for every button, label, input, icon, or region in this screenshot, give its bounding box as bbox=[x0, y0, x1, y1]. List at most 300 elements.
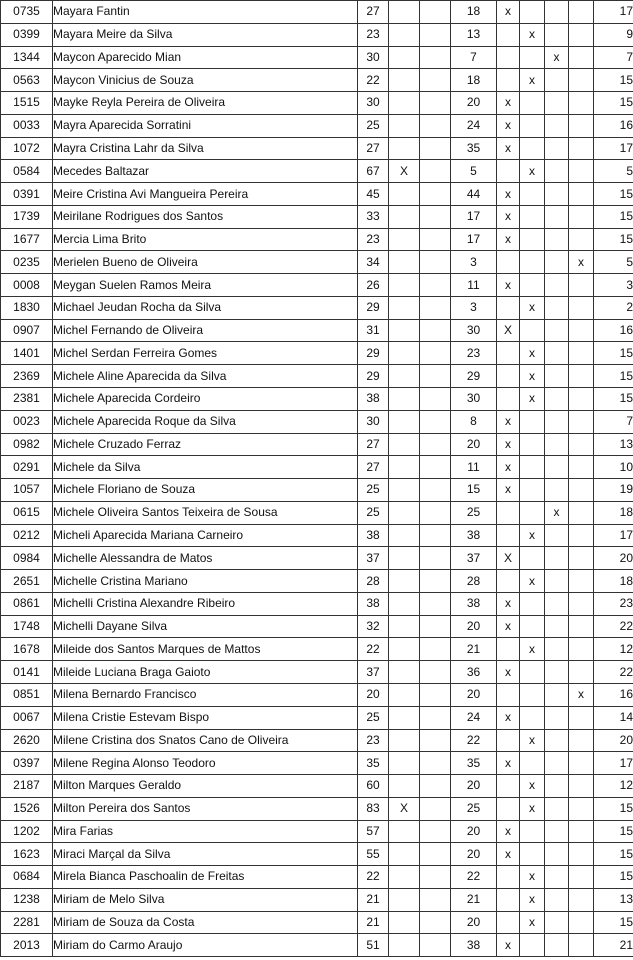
code-cell: 0907 bbox=[1, 319, 53, 342]
code-cell: 1344 bbox=[1, 46, 53, 69]
age-cell: 60 bbox=[358, 775, 389, 798]
mark-cell-a bbox=[389, 114, 420, 137]
check-cell-1 bbox=[497, 683, 520, 706]
table-row bbox=[1, 388, 633, 411]
mark-cell-b bbox=[420, 365, 451, 388]
name-cell: Milena Bernardo Francisco bbox=[53, 683, 358, 706]
check-cell-2 bbox=[520, 1, 545, 24]
check-cell-1: x bbox=[497, 433, 520, 456]
number-cell: 35 bbox=[451, 752, 497, 775]
mark-cell-b bbox=[420, 1, 451, 24]
name-cell: Mira Farias bbox=[53, 820, 358, 843]
table-row bbox=[1, 524, 633, 547]
check-cell-4 bbox=[569, 365, 594, 388]
check-cell-4 bbox=[569, 592, 594, 615]
name-cell: Mayra Aparecida Sorratini bbox=[53, 114, 358, 137]
check-cell-3 bbox=[545, 274, 569, 297]
check-cell-1: x bbox=[497, 661, 520, 684]
check-cell-2: x bbox=[520, 23, 545, 46]
total-cell: 7 bbox=[594, 410, 633, 433]
number-cell: 25 bbox=[451, 501, 497, 524]
check-cell-3 bbox=[545, 570, 569, 593]
code-cell: 1515 bbox=[1, 92, 53, 115]
number-cell: 44 bbox=[451, 183, 497, 206]
check-cell-1 bbox=[497, 296, 520, 319]
mark-cell-a bbox=[389, 729, 420, 752]
table-row bbox=[1, 274, 633, 297]
name-cell: Michelle Alessandra de Matos bbox=[53, 547, 358, 570]
check-cell-1 bbox=[497, 729, 520, 752]
age-cell: 34 bbox=[358, 251, 389, 274]
total-cell: 5 bbox=[594, 160, 633, 183]
table-row bbox=[1, 92, 633, 115]
check-cell-3 bbox=[545, 888, 569, 911]
check-cell-1: x bbox=[497, 114, 520, 137]
code-cell: 1678 bbox=[1, 638, 53, 661]
check-cell-2: x bbox=[520, 388, 545, 411]
age-cell: 29 bbox=[358, 365, 389, 388]
total-cell: 15 bbox=[594, 228, 633, 251]
check-cell-4: x bbox=[569, 683, 594, 706]
name-cell: Michele Aparecida Roque da Silva bbox=[53, 410, 358, 433]
mark-cell-a bbox=[389, 319, 420, 342]
number-cell: 21 bbox=[451, 638, 497, 661]
mark-cell-b bbox=[420, 661, 451, 684]
check-cell-1 bbox=[497, 46, 520, 69]
check-cell-2 bbox=[520, 46, 545, 69]
name-cell: Meire Cristina Avi Mangueira Pereira bbox=[53, 183, 358, 206]
number-cell: 24 bbox=[451, 706, 497, 729]
name-cell: Milton Pereira dos Santos bbox=[53, 797, 358, 820]
name-cell: Michele Aline Aparecida da Silva bbox=[53, 365, 358, 388]
check-cell-3 bbox=[545, 456, 569, 479]
number-cell: 20 bbox=[451, 843, 497, 866]
mark-cell-a bbox=[389, 46, 420, 69]
check-cell-3 bbox=[545, 638, 569, 661]
total-cell: 16 bbox=[594, 683, 633, 706]
mark-cell-a bbox=[389, 888, 420, 911]
age-cell: 27 bbox=[358, 433, 389, 456]
table-row bbox=[1, 638, 633, 661]
number-cell: 23 bbox=[451, 342, 497, 365]
check-cell-4 bbox=[569, 661, 594, 684]
name-cell: Michael Jeudan Rocha da Silva bbox=[53, 296, 358, 319]
mark-cell-a bbox=[389, 752, 420, 775]
name-cell: Mileide Luciana Braga Gaioto bbox=[53, 661, 358, 684]
mark-cell-a bbox=[389, 69, 420, 92]
check-cell-4 bbox=[569, 388, 594, 411]
name-cell: Mayara Fantin bbox=[53, 1, 358, 24]
check-cell-1: x bbox=[497, 934, 520, 957]
name-cell: Micheli Aparecida Mariana Carneiro bbox=[53, 524, 358, 547]
code-cell: 2013 bbox=[1, 934, 53, 957]
code-cell: 0984 bbox=[1, 547, 53, 570]
total-cell: 20 bbox=[594, 547, 633, 570]
number-cell: 11 bbox=[451, 274, 497, 297]
check-cell-1: x bbox=[497, 706, 520, 729]
age-cell: 25 bbox=[358, 479, 389, 502]
mark-cell-b bbox=[420, 592, 451, 615]
mark-cell-a bbox=[389, 205, 420, 228]
check-cell-2 bbox=[520, 183, 545, 206]
number-cell: 20 bbox=[451, 433, 497, 456]
check-cell-2 bbox=[520, 456, 545, 479]
age-cell: 20 bbox=[358, 683, 389, 706]
mark-cell-a bbox=[389, 274, 420, 297]
check-cell-3 bbox=[545, 183, 569, 206]
check-cell-4 bbox=[569, 433, 594, 456]
code-cell: 1623 bbox=[1, 843, 53, 866]
mark-cell-a: X bbox=[389, 160, 420, 183]
number-cell: 28 bbox=[451, 570, 497, 593]
mark-cell-a bbox=[389, 547, 420, 570]
check-cell-4 bbox=[569, 46, 594, 69]
age-cell: 51 bbox=[358, 934, 389, 957]
name-cell: Michele Floriano de Souza bbox=[53, 479, 358, 502]
check-cell-2: x bbox=[520, 365, 545, 388]
mark-cell-a bbox=[389, 342, 420, 365]
age-cell: 30 bbox=[358, 410, 389, 433]
mark-cell-a bbox=[389, 911, 420, 934]
table-row bbox=[1, 547, 633, 570]
table-row bbox=[1, 410, 633, 433]
check-cell-2: x bbox=[520, 570, 545, 593]
check-cell-2: x bbox=[520, 866, 545, 889]
check-cell-3 bbox=[545, 843, 569, 866]
table-row bbox=[1, 683, 633, 706]
total-cell: 14 bbox=[594, 706, 633, 729]
check-cell-4 bbox=[569, 615, 594, 638]
mark-cell-a bbox=[389, 137, 420, 160]
check-cell-3 bbox=[545, 592, 569, 615]
age-cell: 37 bbox=[358, 547, 389, 570]
check-cell-4 bbox=[569, 501, 594, 524]
check-cell-1: x bbox=[497, 410, 520, 433]
check-cell-2 bbox=[520, 319, 545, 342]
mark-cell-b bbox=[420, 820, 451, 843]
code-cell: 0008 bbox=[1, 274, 53, 297]
total-cell: 18 bbox=[594, 501, 633, 524]
age-cell: 23 bbox=[358, 729, 389, 752]
check-cell-1 bbox=[497, 365, 520, 388]
check-cell-2 bbox=[520, 92, 545, 115]
total-cell: 17 bbox=[594, 137, 633, 160]
check-cell-3 bbox=[545, 797, 569, 820]
check-cell-4 bbox=[569, 114, 594, 137]
total-cell: 22 bbox=[594, 661, 633, 684]
mark-cell-b bbox=[420, 501, 451, 524]
number-cell: 18 bbox=[451, 69, 497, 92]
check-cell-3 bbox=[545, 706, 569, 729]
total-cell: 17 bbox=[594, 752, 633, 775]
check-cell-2 bbox=[520, 410, 545, 433]
mark-cell-b bbox=[420, 843, 451, 866]
table-row bbox=[1, 228, 633, 251]
check-cell-4 bbox=[569, 843, 594, 866]
age-cell: 38 bbox=[358, 524, 389, 547]
check-cell-1: x bbox=[497, 820, 520, 843]
check-cell-1: x bbox=[497, 456, 520, 479]
total-cell: 9 bbox=[594, 23, 633, 46]
mark-cell-b bbox=[420, 296, 451, 319]
check-cell-4 bbox=[569, 752, 594, 775]
number-cell: 3 bbox=[451, 251, 497, 274]
total-cell: 15 bbox=[594, 797, 633, 820]
age-cell: 27 bbox=[358, 137, 389, 160]
check-cell-3 bbox=[545, 160, 569, 183]
check-cell-4 bbox=[569, 888, 594, 911]
table-row bbox=[1, 615, 633, 638]
check-cell-4 bbox=[569, 524, 594, 547]
check-cell-1: x bbox=[497, 205, 520, 228]
mark-cell-b bbox=[420, 388, 451, 411]
table-row bbox=[1, 183, 633, 206]
check-cell-3: x bbox=[545, 501, 569, 524]
check-cell-4 bbox=[569, 706, 594, 729]
number-cell: 15 bbox=[451, 479, 497, 502]
check-cell-2: x bbox=[520, 342, 545, 365]
mark-cell-b bbox=[420, 205, 451, 228]
total-cell: 13 bbox=[594, 433, 633, 456]
total-cell: 21 bbox=[594, 934, 633, 957]
number-cell: 21 bbox=[451, 888, 497, 911]
code-cell: 1677 bbox=[1, 228, 53, 251]
mark-cell-b bbox=[420, 137, 451, 160]
name-cell: Mayra Cristina Lahr da Silva bbox=[53, 137, 358, 160]
code-cell: 0735 bbox=[1, 1, 53, 24]
age-cell: 30 bbox=[358, 46, 389, 69]
age-cell: 25 bbox=[358, 114, 389, 137]
check-cell-1: x bbox=[497, 592, 520, 615]
check-cell-4 bbox=[569, 160, 594, 183]
mark-cell-b bbox=[420, 479, 451, 502]
check-cell-1 bbox=[497, 888, 520, 911]
mark-cell-b bbox=[420, 888, 451, 911]
number-cell: 38 bbox=[451, 592, 497, 615]
number-cell: 20 bbox=[451, 911, 497, 934]
mark-cell-b bbox=[420, 160, 451, 183]
total-cell: 17 bbox=[594, 1, 633, 24]
mark-cell-a bbox=[389, 296, 420, 319]
name-cell: Michele Oliveira Santos Teixeira de Sousa bbox=[53, 501, 358, 524]
check-cell-3 bbox=[545, 752, 569, 775]
check-cell-4 bbox=[569, 1, 594, 24]
mark-cell-b bbox=[420, 866, 451, 889]
table-row bbox=[1, 843, 633, 866]
check-cell-1: x bbox=[497, 137, 520, 160]
check-cell-2 bbox=[520, 433, 545, 456]
mark-cell-a bbox=[389, 706, 420, 729]
table-row bbox=[1, 251, 633, 274]
check-cell-1: x bbox=[497, 92, 520, 115]
mark-cell-b bbox=[420, 797, 451, 820]
age-cell: 23 bbox=[358, 228, 389, 251]
check-cell-2 bbox=[520, 501, 545, 524]
total-cell: 13 bbox=[594, 888, 633, 911]
check-cell-3 bbox=[545, 911, 569, 934]
check-cell-3 bbox=[545, 69, 569, 92]
total-cell: 15 bbox=[594, 92, 633, 115]
code-cell: 1202 bbox=[1, 820, 53, 843]
total-cell: 5 bbox=[594, 251, 633, 274]
code-cell: 1072 bbox=[1, 137, 53, 160]
check-cell-1: x bbox=[497, 228, 520, 251]
check-cell-2: x bbox=[520, 888, 545, 911]
age-cell: 27 bbox=[358, 1, 389, 24]
mark-cell-b bbox=[420, 752, 451, 775]
mark-cell-a bbox=[389, 615, 420, 638]
total-cell: 15 bbox=[594, 69, 633, 92]
check-cell-1 bbox=[497, 342, 520, 365]
check-cell-2 bbox=[520, 114, 545, 137]
number-cell: 11 bbox=[451, 456, 497, 479]
code-cell: 1748 bbox=[1, 615, 53, 638]
code-cell: 2281 bbox=[1, 911, 53, 934]
code-cell: 1830 bbox=[1, 296, 53, 319]
name-cell: Michele Aparecida Cordeiro bbox=[53, 388, 358, 411]
code-cell: 0033 bbox=[1, 114, 53, 137]
check-cell-2: x bbox=[520, 69, 545, 92]
table-row bbox=[1, 114, 633, 137]
code-cell: 0023 bbox=[1, 410, 53, 433]
mark-cell-b bbox=[420, 319, 451, 342]
name-cell: Milena Cristie Estevam Bispo bbox=[53, 706, 358, 729]
check-cell-2: x bbox=[520, 638, 545, 661]
age-cell: 26 bbox=[358, 274, 389, 297]
mark-cell-b bbox=[420, 547, 451, 570]
mark-cell-b bbox=[420, 410, 451, 433]
number-cell: 25 bbox=[451, 797, 497, 820]
table-row bbox=[1, 661, 633, 684]
mark-cell-a bbox=[389, 433, 420, 456]
mark-cell-a bbox=[389, 479, 420, 502]
roster-body bbox=[1, 1, 633, 957]
check-cell-2: x bbox=[520, 797, 545, 820]
check-cell-2 bbox=[520, 205, 545, 228]
number-cell: 20 bbox=[451, 615, 497, 638]
code-cell: 1739 bbox=[1, 205, 53, 228]
check-cell-1 bbox=[497, 23, 520, 46]
check-cell-1 bbox=[497, 638, 520, 661]
mark-cell-b bbox=[420, 729, 451, 752]
name-cell: Miriam de Melo Silva bbox=[53, 888, 358, 911]
number-cell: 20 bbox=[451, 92, 497, 115]
check-cell-1 bbox=[497, 251, 520, 274]
mark-cell-b bbox=[420, 251, 451, 274]
code-cell: 2651 bbox=[1, 570, 53, 593]
table-row bbox=[1, 160, 633, 183]
age-cell: 22 bbox=[358, 866, 389, 889]
check-cell-1: X bbox=[497, 547, 520, 570]
table-row bbox=[1, 570, 633, 593]
total-cell: 2 bbox=[594, 296, 633, 319]
check-cell-3 bbox=[545, 137, 569, 160]
number-cell: 30 bbox=[451, 319, 497, 342]
check-cell-4 bbox=[569, 479, 594, 502]
check-cell-3 bbox=[545, 820, 569, 843]
check-cell-1: x bbox=[497, 1, 520, 24]
check-cell-3 bbox=[545, 524, 569, 547]
check-cell-3 bbox=[545, 729, 569, 752]
table-row bbox=[1, 456, 633, 479]
check-cell-3 bbox=[545, 296, 569, 319]
code-cell: 0615 bbox=[1, 501, 53, 524]
table-row bbox=[1, 479, 633, 502]
name-cell: Milton Marques Geraldo bbox=[53, 775, 358, 798]
check-cell-2: x bbox=[520, 296, 545, 319]
check-cell-4 bbox=[569, 820, 594, 843]
check-cell-4 bbox=[569, 775, 594, 798]
table-row bbox=[1, 729, 633, 752]
code-cell: 2369 bbox=[1, 365, 53, 388]
mark-cell-b bbox=[420, 433, 451, 456]
check-cell-3 bbox=[545, 365, 569, 388]
table-row bbox=[1, 137, 633, 160]
total-cell: 3 bbox=[594, 274, 633, 297]
mark-cell-a bbox=[389, 228, 420, 251]
number-cell: 17 bbox=[451, 205, 497, 228]
table-row bbox=[1, 23, 633, 46]
age-cell: 35 bbox=[358, 752, 389, 775]
code-cell: 1526 bbox=[1, 797, 53, 820]
table-row bbox=[1, 775, 633, 798]
mark-cell-a bbox=[389, 661, 420, 684]
check-cell-1: X bbox=[497, 319, 520, 342]
mark-cell-b bbox=[420, 706, 451, 729]
number-cell: 37 bbox=[451, 547, 497, 570]
table-row bbox=[1, 319, 633, 342]
total-cell: 20 bbox=[594, 729, 633, 752]
number-cell: 7 bbox=[451, 46, 497, 69]
check-cell-3: x bbox=[545, 46, 569, 69]
age-cell: 38 bbox=[358, 592, 389, 615]
name-cell: Michel Serdan Ferreira Gomes bbox=[53, 342, 358, 365]
age-cell: 38 bbox=[358, 388, 389, 411]
check-cell-4 bbox=[569, 547, 594, 570]
age-cell: 25 bbox=[358, 706, 389, 729]
check-cell-4 bbox=[569, 69, 594, 92]
name-cell: Meygan Suelen Ramos Meira bbox=[53, 274, 358, 297]
check-cell-3 bbox=[545, 388, 569, 411]
mark-cell-a bbox=[389, 23, 420, 46]
name-cell: Mileide dos Santos Marques de Mattos bbox=[53, 638, 358, 661]
mark-cell-a bbox=[389, 683, 420, 706]
check-cell-3 bbox=[545, 479, 569, 502]
check-cell-2 bbox=[520, 683, 545, 706]
age-cell: 32 bbox=[358, 615, 389, 638]
check-cell-4 bbox=[569, 410, 594, 433]
code-cell: 2187 bbox=[1, 775, 53, 798]
check-cell-3 bbox=[545, 251, 569, 274]
check-cell-4 bbox=[569, 456, 594, 479]
check-cell-2 bbox=[520, 934, 545, 957]
check-cell-3 bbox=[545, 661, 569, 684]
check-cell-3 bbox=[545, 23, 569, 46]
code-cell: 0563 bbox=[1, 69, 53, 92]
check-cell-4 bbox=[569, 183, 594, 206]
check-cell-4 bbox=[569, 205, 594, 228]
number-cell: 5 bbox=[451, 160, 497, 183]
mark-cell-a bbox=[389, 388, 420, 411]
check-cell-4 bbox=[569, 92, 594, 115]
total-cell: 7 bbox=[594, 46, 633, 69]
table-row bbox=[1, 46, 633, 69]
number-cell: 22 bbox=[451, 729, 497, 752]
total-cell: 15 bbox=[594, 911, 633, 934]
check-cell-3 bbox=[545, 775, 569, 798]
check-cell-2: x bbox=[520, 911, 545, 934]
name-cell: Maycon Aparecido Mian bbox=[53, 46, 358, 69]
